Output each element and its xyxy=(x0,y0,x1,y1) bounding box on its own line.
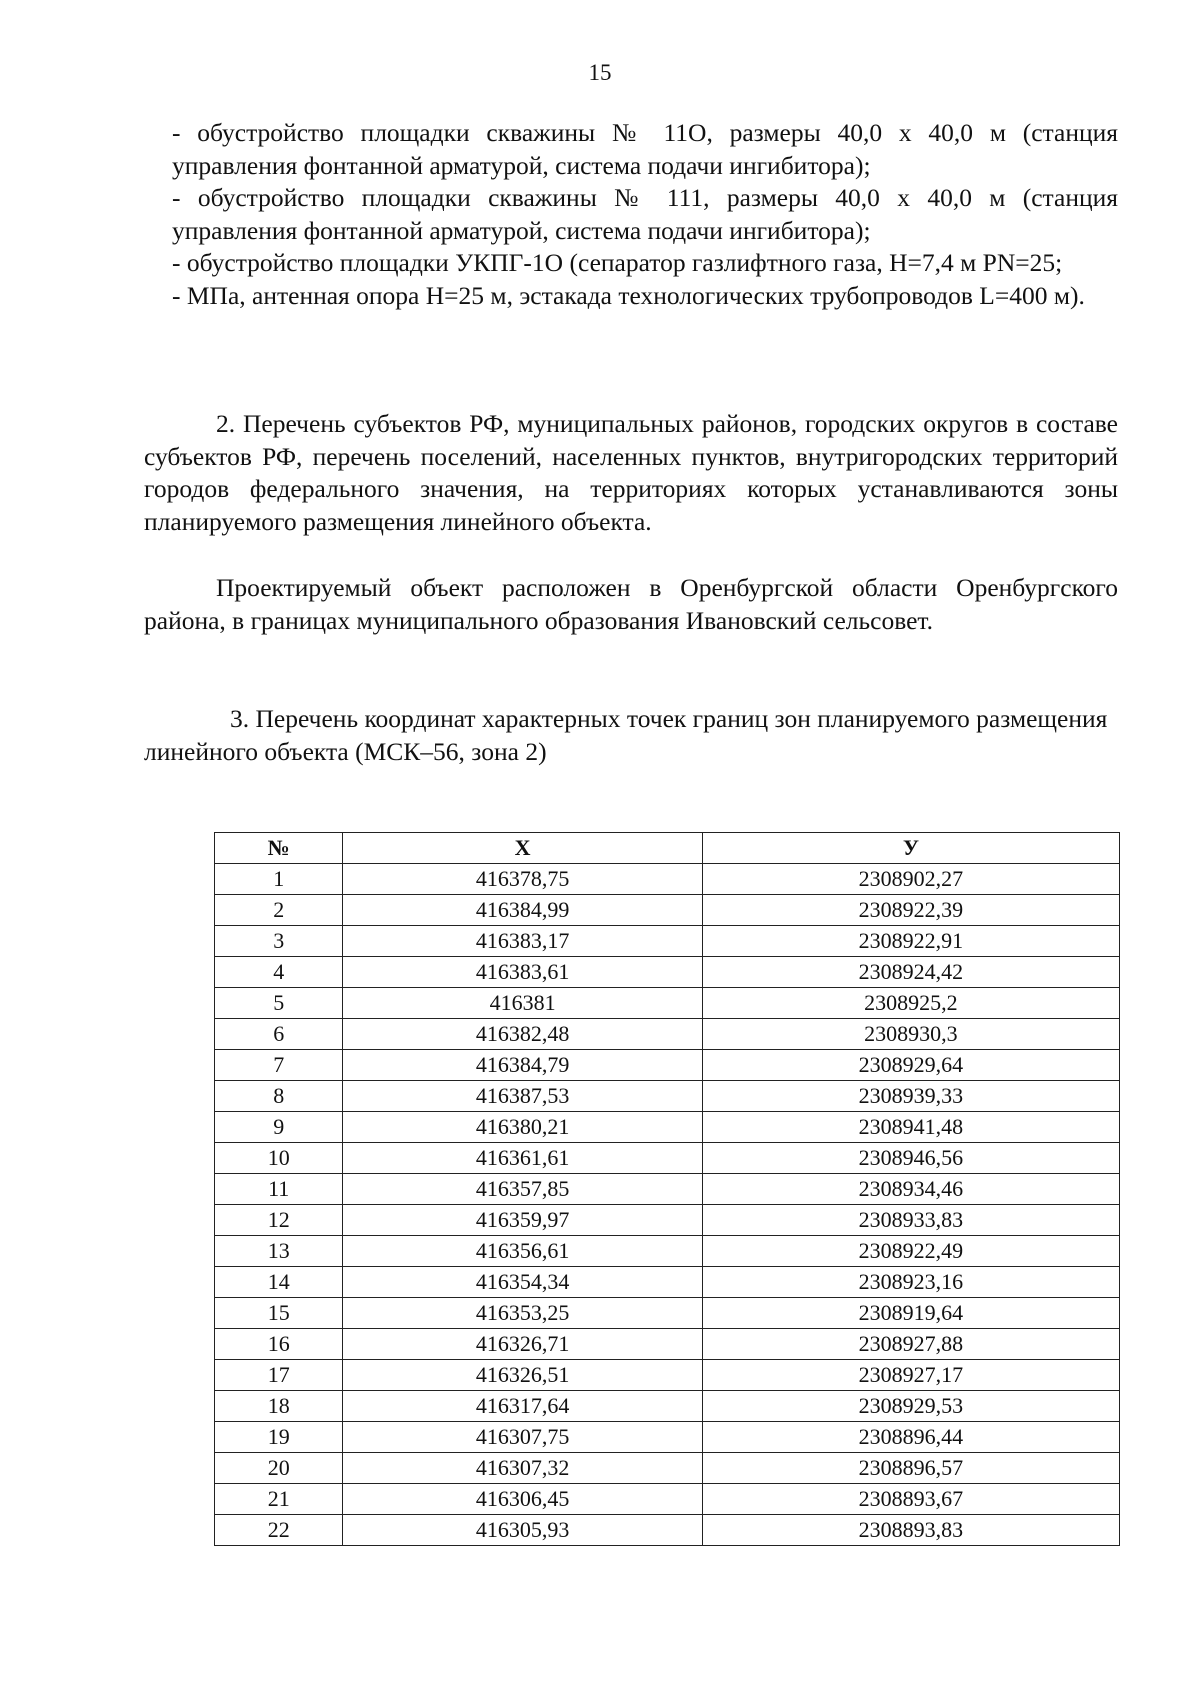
cell-number: 1 xyxy=(215,864,343,895)
cell-x: 416326,71 xyxy=(343,1329,702,1360)
table-row xyxy=(215,1391,1120,1422)
table-row xyxy=(215,1329,1120,1360)
cell-y: 2308919,64 xyxy=(702,1298,1119,1329)
cell-x: 416380,21 xyxy=(343,1112,702,1143)
cell-x: 416356,61 xyxy=(343,1236,702,1267)
table-row xyxy=(215,864,1120,895)
cell-x: 416306,45 xyxy=(343,1484,702,1515)
table-row xyxy=(215,988,1120,1019)
cell-number: 8 xyxy=(215,1081,343,1112)
cell-y: 2308941,48 xyxy=(702,1112,1119,1143)
cell-number: 9 xyxy=(215,1112,343,1143)
cell-y: 2308929,53 xyxy=(702,1391,1119,1422)
cell-x: 416361,61 xyxy=(343,1143,702,1174)
cell-y: 2308923,16 xyxy=(702,1267,1119,1298)
cell-number: 2 xyxy=(215,895,343,926)
cell-x: 416359,97 xyxy=(343,1205,702,1236)
table-row xyxy=(215,1205,1120,1236)
cell-x: 416317,64 xyxy=(343,1391,702,1422)
cell-y: 2308933,83 xyxy=(702,1205,1119,1236)
cell-number: 10 xyxy=(215,1143,343,1174)
cell-y: 2308924,42 xyxy=(702,957,1119,988)
cell-x: 416382,48 xyxy=(343,1019,702,1050)
section-3-heading: 3. Перечень координат характерных точек границ зон планируемого размещения линейного объекта (МСК–56, зона 2) xyxy=(144,704,1108,766)
cell-y: 2308946,56 xyxy=(702,1143,1119,1174)
cell-y: 2308934,46 xyxy=(702,1174,1119,1205)
table-row xyxy=(215,1484,1120,1515)
cell-number: 15 xyxy=(215,1298,343,1329)
cell-number: 4 xyxy=(215,957,343,988)
works-list-item: - МПа, антенная опора Н=25 м, эстакада технологических трубопроводов L=400 м). xyxy=(172,280,1085,310)
cell-y: 2308896,44 xyxy=(702,1422,1119,1453)
table-row xyxy=(215,1019,1120,1050)
cell-x: 416384,79 xyxy=(343,1050,702,1081)
table-row xyxy=(215,1298,1120,1329)
cell-number: 6 xyxy=(215,1019,343,1050)
cell-y: 2308922,49 xyxy=(702,1236,1119,1267)
works-list xyxy=(172,117,1118,313)
cell-x: 416378,75 xyxy=(343,864,702,895)
cell-x: 416353,25 xyxy=(343,1298,702,1329)
cell-x: 416383,61 xyxy=(343,957,702,988)
cell-x: 416383,17 xyxy=(343,926,702,957)
cell-number: 7 xyxy=(215,1050,343,1081)
cell-x: 416326,51 xyxy=(343,1360,702,1391)
project-location-paragraph: Проектируемый объект расположен в Оренбургской области Оренбургского района, в границах муниципального образования Ивановский сельсовет. xyxy=(144,573,1118,635)
table-row xyxy=(215,1515,1120,1546)
cell-y: 2308927,17 xyxy=(702,1360,1119,1391)
table-row xyxy=(215,1453,1120,1484)
cell-y: 2308896,57 xyxy=(702,1453,1119,1484)
table-row xyxy=(215,1050,1120,1081)
cell-number: 21 xyxy=(215,1484,343,1515)
cell-number: 5 xyxy=(215,988,343,1019)
cell-number: 13 xyxy=(215,1236,343,1267)
cell-y: 2308925,2 xyxy=(702,988,1119,1019)
cell-y: 2308927,88 xyxy=(702,1329,1119,1360)
cell-y: 2308929,64 xyxy=(702,1050,1119,1081)
table-row xyxy=(215,1422,1120,1453)
works-list-item: - обустройство площадки скважины № 11О, размеры 40,0 х 40,0 м (станция управления фонтанной арматурой, система подачи ингибитора); xyxy=(172,118,1118,180)
cell-x: 416307,32 xyxy=(343,1453,702,1484)
cell-number: 22 xyxy=(215,1515,343,1546)
cell-x: 416307,75 xyxy=(343,1422,702,1453)
table-row xyxy=(215,895,1120,926)
cell-x: 416387,53 xyxy=(343,1081,702,1112)
table-row xyxy=(215,1360,1120,1391)
table-header-row xyxy=(215,833,1120,864)
cell-y: 2308893,83 xyxy=(702,1515,1119,1546)
works-list-item: - обустройство площадки скважины № 111, размеры 40,0 х 40,0 м (станция управления фонтанной арматурой, система подачи ингибитора); xyxy=(172,183,1118,245)
cell-number: 18 xyxy=(215,1391,343,1422)
cell-x: 416381 xyxy=(343,988,702,1019)
cell-x: 416305,93 xyxy=(343,1515,702,1546)
coordinates-table xyxy=(214,832,1120,1546)
cell-y: 2308939,33 xyxy=(702,1081,1119,1112)
table-row xyxy=(215,1174,1120,1205)
page-number: 15 xyxy=(588,60,612,85)
cell-y: 2308930,3 xyxy=(702,1019,1119,1050)
column-header-y: У xyxy=(702,833,1119,864)
cell-y: 2308902,27 xyxy=(702,864,1119,895)
table-row xyxy=(215,1236,1120,1267)
cell-number: 20 xyxy=(215,1453,343,1484)
table-row xyxy=(215,1081,1120,1112)
cell-number: 16 xyxy=(215,1329,343,1360)
cell-number: 11 xyxy=(215,1174,343,1205)
cell-x: 416384,99 xyxy=(343,895,702,926)
table-row xyxy=(215,957,1120,988)
table-row xyxy=(215,1143,1120,1174)
cell-y: 2308922,91 xyxy=(702,926,1119,957)
cell-number: 17 xyxy=(215,1360,343,1391)
cell-number: 12 xyxy=(215,1205,343,1236)
table-row xyxy=(215,1267,1120,1298)
works-list-item: - обустройство площадки УКПГ-1О (сепаратор газлифтного газа, Н=7,4 м PN=25; xyxy=(172,248,1063,278)
cell-y: 2308893,67 xyxy=(702,1484,1119,1515)
column-header-x: Х xyxy=(343,833,702,864)
section-2-heading: 2. Перечень субъектов РФ, муниципальных районов, городских округов в составе субъектов РФ, перечень поселений, населенных пунктов, внутригородских территорий городов федерального значения, на территориях которых устанавливаются зоны планируемого размещения линейного объекта. xyxy=(144,409,1118,536)
cell-x: 416357,85 xyxy=(343,1174,702,1205)
table-row xyxy=(215,926,1120,957)
cell-number: 3 xyxy=(215,926,343,957)
column-header-number: № xyxy=(215,833,343,864)
cell-number: 14 xyxy=(215,1267,343,1298)
table-row xyxy=(215,1112,1120,1143)
cell-number: 19 xyxy=(215,1422,343,1453)
cell-y: 2308922,39 xyxy=(702,895,1119,926)
cell-x: 416354,34 xyxy=(343,1267,702,1298)
